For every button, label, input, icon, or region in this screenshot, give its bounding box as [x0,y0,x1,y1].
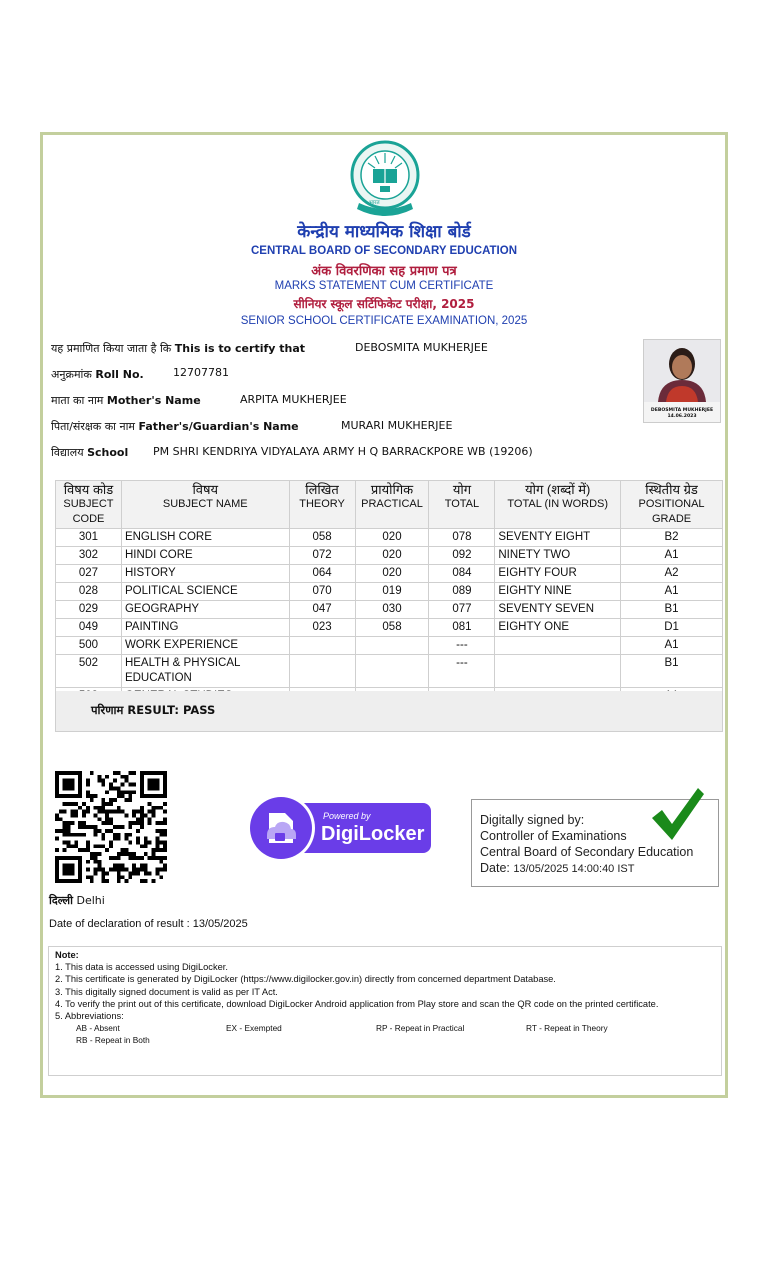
cell-grade: B2 [621,529,723,547]
cell-name: GEOGRAPHY [121,601,289,619]
cell-code: 502 [56,655,122,688]
cell-code: 049 [56,619,122,637]
table-header-cell [621,481,723,529]
abbreviations-row [55,1034,715,1046]
header-hindi: प्रायोगिक [370,482,414,497]
table-row [56,601,723,619]
table-row [56,565,723,583]
cell-total: 077 [429,601,495,619]
roll-label-english: Roll No. [95,368,144,381]
table-row [56,583,723,601]
cell-theory: 064 [289,565,355,583]
board-name-hindi: केन्द्रीय माध्यमिक शिक्षा बोर्ड [297,222,471,242]
cell-total: --- [429,655,495,688]
header-hindi: विषय कोड [63,482,114,497]
cell-theory: 070 [289,583,355,601]
cell-theory [289,655,355,688]
cell-words [495,637,621,655]
certify-label-english: This is to certify that [174,342,306,355]
table-header-cell [495,481,621,529]
header-english: TOTAL (IN WORDS) [507,498,609,510]
table-row [56,547,723,565]
table-header-cell [56,481,122,529]
abbreviation: RP - Repeat in Practical [376,1023,465,1034]
header-english: THEORY [299,498,345,510]
cell-practical: 019 [355,583,429,601]
notes-box [48,946,722,1076]
header-english: SUBJECT NAME [162,498,248,510]
cbse-logo-icon [349,139,421,223]
portrait-icon [644,340,720,402]
table-row [56,655,723,688]
cell-name: HISTORY [121,565,289,583]
cell-practical: 020 [355,565,429,583]
student-photo [643,339,721,423]
header-english: POSITIONAL GRADE [638,498,705,525]
cell-practical: 020 [355,547,429,565]
table-header-cell [121,481,289,529]
school-label-english: School [87,446,129,459]
father-label [51,419,299,434]
logo-caption: भारत [369,200,380,206]
abbreviation: AB - Absent [76,1023,120,1034]
cell-name: ENGLISH CORE [121,529,289,547]
cell-total: 092 [429,547,495,565]
student-name: DEBOSMITA MUKHERJEE [355,341,488,354]
roll-number: 12707781 [173,366,229,379]
photo-caption-date: 14.06.2023 [667,414,697,419]
mother-name: ARPITA MUKHERJEE [240,393,347,406]
cell-total: 084 [429,565,495,583]
cell-code: 301 [56,529,122,547]
table-row [56,619,723,637]
school-label-hindi: विद्यालय [51,446,84,459]
cell-total: --- [429,637,495,655]
cell-code: 028 [56,583,122,601]
cell-grade: A1 [621,547,723,565]
cell-practical [355,637,429,655]
result-label-hindi: परिणाम [91,703,124,717]
cell-code: 302 [56,547,122,565]
cell-grade: A1 [621,583,723,601]
document-title-english: MARKS STATEMENT CUM CERTIFICATE [274,280,494,292]
cell-words [495,655,621,688]
powered-by-label: Powered by [323,811,371,821]
roll-label-hindi: अनुक्रमांक [51,368,92,381]
checkmark-icon [650,786,704,842]
cell-words: SEVENTY EIGHT [495,529,621,547]
digital-signature-box [471,799,719,887]
exam-name-english: SENIOR SCHOOL CERTIFICATE EXAMINATION, 2025 [240,315,528,327]
header-english: SUBJECT CODE [63,498,114,525]
cell-words: SEVENTY SEVEN [495,601,621,619]
cell-theory: 058 [289,529,355,547]
certify-label [51,341,305,356]
marks-table [55,480,723,706]
place-english: Delhi [76,894,105,907]
cell-name: PAINTING [121,619,289,637]
result-label-english: RESULT: [127,703,179,717]
mother-label-hindi: माता का नाम [51,394,104,407]
cell-words: NINETY TWO [495,547,621,565]
note-item: 4. To verify the print out of this certificate, download DigiLocker Android application from Play store and scan the QR code on the printed certificate. [55,998,659,1009]
cell-theory [289,637,355,655]
note-item: 3. This digitally signed document is valid as per IT Act. [55,986,278,997]
school-label [51,445,128,460]
cell-grade: A1 [621,637,723,655]
cell-words: EIGHTY ONE [495,619,621,637]
digilocker-badge [245,793,433,863]
notes-list [55,961,715,1022]
declaration-value: 13/05/2025 [192,918,248,930]
certify-label-hindi: यह प्रमाणित किया जाता है कि [51,342,172,355]
notes-title: Note: [55,950,79,960]
cell-total: 078 [429,529,495,547]
father-label-english: Father's/Guardian's Name [138,420,299,433]
abbreviation: EX - Exempted [226,1023,282,1034]
cell-words: EIGHTY NINE [495,583,621,601]
cell-theory: 047 [289,601,355,619]
photo-caption-name: DEBOSMITA MUKHERJEE [650,408,714,413]
note-item: 1. This data is accessed using DigiLocker. [55,962,228,973]
table-body [56,529,723,706]
qr-code[interactable] [55,771,167,883]
abbreviation: RT - Repeat in Theory [526,1023,608,1034]
table-header-cell [355,481,429,529]
header-english: PRACTICAL [361,498,423,510]
father-name: MURARI MUKHERJEE [341,419,453,432]
signature-line-2: Controller of Examinations [480,829,627,843]
abbreviations-row [55,1022,715,1034]
header-english: TOTAL [444,498,480,510]
signature-line-1: Digitally signed by: [480,813,585,827]
cell-grade: B1 [621,601,723,619]
digilocker-brand: DigiLocker [321,823,425,845]
result-box [55,691,723,732]
table-row [56,637,723,655]
document-title-hindi: अंक विवरणिका सह प्रमाण पत्र [311,264,457,279]
cell-code: 500 [56,637,122,655]
father-label-hindi: पिता/संरक्षक का नाम [51,420,136,433]
cell-grade: D1 [621,619,723,637]
cell-grade: A2 [621,565,723,583]
cell-name: HEALTH & PHYSICAL EDUCATION [121,655,289,688]
cell-practical: 030 [355,601,429,619]
note-item: 5. Abbreviations: [55,1011,124,1022]
result-line [91,703,215,718]
cell-practical [355,655,429,688]
cell-theory: 072 [289,547,355,565]
cell-total: 081 [429,619,495,637]
place-hindi: दिल्ली [49,894,73,907]
mother-label [51,393,201,408]
cell-name: WORK EXPERIENCE [121,637,289,655]
cell-words: EIGHTY FOUR [495,565,621,583]
signature-line-3: Central Board of Secondary Education [480,845,694,859]
cell-total: 089 [429,583,495,601]
header-hindi: स्थितीय ग्रेड [645,482,698,497]
abbreviation: RB - Repeat in Both [76,1035,150,1046]
place [49,893,105,908]
header-hindi: योग [452,482,472,497]
header-hindi: योग (शब्दों में) [525,482,591,497]
signature-date-value: 13/05/2025 14:00:40 IST [513,863,635,875]
school-name: PM SHRI KENDRIYA VIDYALAYA ARMY H Q BARRACKPORE WB (19206) [153,445,533,458]
cell-grade: B1 [621,655,723,688]
cell-name: HINDI CORE [121,547,289,565]
note-item: 2. This certificate is generated by DigiLocker (https://www.digilocker.gov.in) directly from concerned department Database. [55,974,556,985]
cell-code: 029 [56,601,122,619]
cell-code: 027 [56,565,122,583]
exam-name-hindi: सीनियर स्कूल सर्टिफिकेट परीक्षा, 2025 [293,297,475,311]
declaration-date [49,918,248,930]
cell-practical: 020 [355,529,429,547]
cell-name: POLITICAL SCIENCE [121,583,289,601]
header-hindi: लिखित [305,482,339,497]
table-header-cell [429,481,495,529]
table-header-row [56,481,723,529]
result-value: PASS [183,703,216,717]
certificate-frame [40,132,728,1098]
declaration-label: Date of declaration of result : [49,918,190,930]
table-header-cell [289,481,355,529]
cell-practical: 058 [355,619,429,637]
board-name-english: CENTRAL BOARD OF SECONDARY EDUCATION [251,245,517,257]
signature-date-label: Date: [480,861,510,875]
header-hindi: विषय [192,482,219,497]
roll-label [51,367,144,382]
mother-label-english: Mother's Name [106,394,201,407]
cell-theory: 023 [289,619,355,637]
signature-date [480,860,718,877]
table-row [56,529,723,547]
